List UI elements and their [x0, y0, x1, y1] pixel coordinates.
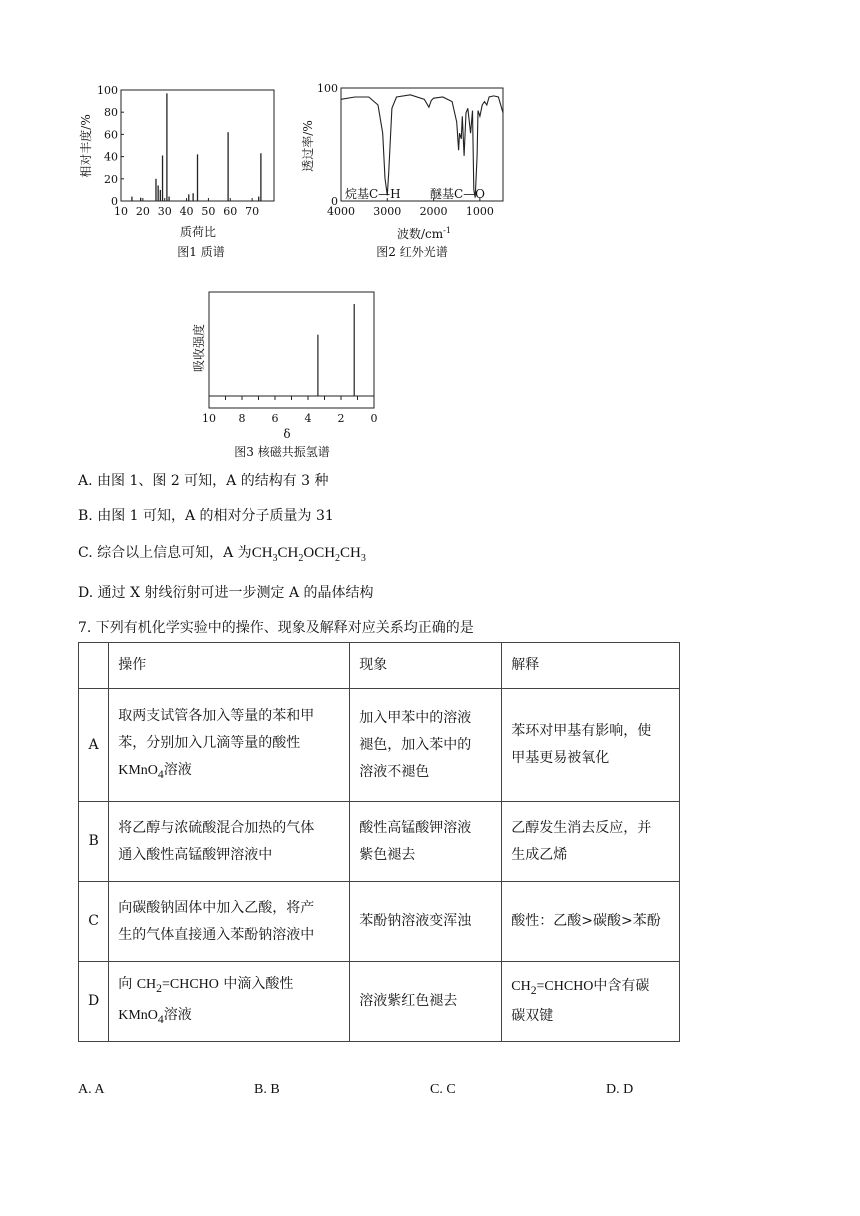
cell-line: 溶液紫红色褪去	[359, 993, 458, 1009]
y-tick-label: 40	[104, 150, 118, 164]
y-tick-label: 0	[331, 195, 338, 208]
annotation-co: 醚基C—O	[430, 187, 486, 201]
cell-text: 中含有碳	[593, 977, 650, 994]
figure-caption: 图2 红外光谱	[376, 245, 448, 259]
xlabel: 质荷比	[179, 225, 217, 239]
cell-explanation	[502, 882, 680, 962]
x-tick-label: 40	[179, 205, 194, 218]
x-tick-label: 2000	[419, 205, 448, 218]
x-tick-label: 30	[157, 205, 172, 218]
x-tick-label: 4000	[327, 205, 355, 218]
x-tick-label: 0	[370, 412, 378, 425]
xlabel	[397, 226, 451, 241]
y-tick-label: 60	[104, 128, 118, 142]
formula-kmno4: KMnO$_4$	[118, 762, 164, 781]
header-blank	[79, 643, 109, 689]
table-row	[79, 962, 680, 1042]
cell-line: 将乙醇与浓硫酸混合加热的气体	[118, 819, 315, 836]
header-phenomenon: 现象	[350, 643, 502, 689]
table-header-row	[79, 643, 680, 689]
x-tick-label: 1000	[465, 205, 494, 218]
y-tick-label: 100	[317, 82, 338, 95]
question-7-title: 7. 下列有机化学实验中的操作、现象及解释对应关系均正确的是	[78, 620, 474, 636]
answer-a: A. A	[78, 1082, 105, 1097]
cell-operation	[109, 962, 350, 1042]
xlabel-superscript: -1	[443, 226, 451, 235]
x-tick-label: 60	[223, 205, 238, 218]
cell-line: 向碳酸钠固体中加入乙酸，将产	[118, 899, 315, 916]
cell-line: 生成乙烯	[511, 846, 568, 863]
cell-line: 紫色褪去	[359, 846, 416, 863]
table-row	[79, 802, 680, 882]
y-tick-label: 0	[111, 195, 118, 208]
cell-line	[118, 971, 340, 1002]
table-row	[79, 689, 680, 802]
cell-line: 酸性高锰酸钾溶液	[359, 819, 472, 836]
cell-phenomenon	[350, 802, 502, 882]
cell-line: 溶液不褪色	[359, 763, 430, 780]
row-label: A	[79, 689, 109, 802]
answer-c: C. C	[430, 1082, 456, 1097]
x-tick-label: 10	[202, 412, 216, 425]
cell-line	[118, 1002, 340, 1033]
cell-line: 酸性：乙酸>碳酸>苯酚	[511, 913, 661, 929]
cell-operation	[109, 689, 350, 802]
mass-spectrum-figure	[76, 80, 276, 266]
table-row	[79, 882, 680, 962]
y-tick-label: 100	[97, 84, 118, 97]
cell-line: 苯环对甲基有影响，使	[511, 723, 652, 739]
figure-caption: 图3 核磁共振氢谱	[234, 445, 330, 459]
ylabel: 相对丰度/%	[79, 114, 93, 178]
cell-text: 溶液	[163, 761, 192, 778]
plot-frame	[209, 292, 374, 408]
formula-acrolein: $CH_2=CHCHO$	[136, 976, 219, 995]
ylabel: 吸收强度	[192, 323, 206, 373]
annotation-ch: 烷基C—H	[345, 187, 401, 201]
cell-phenomenon	[350, 882, 502, 962]
cell-phenomenon	[350, 962, 502, 1042]
x-tick-label: 6	[271, 412, 279, 425]
y-tick-label: 20	[104, 172, 118, 186]
cell-text: 中滴入酸性	[218, 975, 294, 992]
cell-line	[118, 757, 340, 788]
cell-line: 生的气体直接通入苯酚钠溶液中	[118, 926, 315, 943]
answer-d: D. D	[606, 1082, 634, 1097]
cell-line	[511, 973, 670, 1004]
cell-phenomenon	[350, 689, 502, 802]
x-tick-label: 50	[201, 205, 216, 218]
x-tick-label: 2	[337, 412, 345, 425]
row-label: B	[79, 802, 109, 882]
row-label: D	[79, 962, 109, 1042]
mass-spectrum-chart	[97, 84, 274, 218]
cell-text: 向	[118, 975, 137, 992]
experiment-table	[78, 642, 680, 1042]
x-tick-label: 3000	[373, 205, 402, 218]
plot-frame	[341, 88, 503, 201]
formula-acrolein: $CH_2=CHCHO$	[511, 978, 594, 997]
figure-caption: 图1 质谱	[177, 245, 225, 259]
answer-b: B. B	[254, 1082, 280, 1097]
cell-line: 苯，分别加入几滴等量的酸性	[118, 734, 301, 751]
cell-line: 苯酚钠溶液变浑浊	[359, 913, 472, 929]
nmr-spectrum-chart	[202, 292, 378, 425]
x-tick-label: 20	[135, 205, 150, 218]
option-b: B. 由图 1 可知，A 的相对分子质量为 31	[78, 508, 334, 524]
cell-line: 通入酸性高锰酸钾溶液中	[118, 846, 273, 863]
y-tick-label: 80	[104, 106, 118, 120]
option-d: D. 通过 X 射线衍射可进一步测定 A 的晶体结构	[78, 585, 374, 601]
row-label: C	[79, 882, 109, 962]
option-a: A. 由图 1、图 2 可知，A 的结构有 3 种	[78, 473, 329, 489]
cell-line: 加入甲苯中的溶液	[359, 709, 472, 726]
formula-kmno4: KMnO$_4$	[118, 1007, 164, 1026]
x-tick-label: 8	[238, 412, 246, 425]
cell-operation	[109, 802, 350, 882]
cell-text: 溶液	[163, 1006, 192, 1023]
cell-operation	[109, 882, 350, 962]
cell-line: 碳双键	[511, 1008, 554, 1025]
header-explanation: 解释	[502, 643, 680, 689]
ylabel: 透过率/%	[301, 120, 315, 172]
xlabel-text: 波数/cm	[397, 227, 444, 241]
cell-line: 取两支试管各加入等量的苯和甲	[118, 707, 315, 724]
cell-line: 甲基更易被氧化	[511, 750, 610, 766]
cell-explanation	[502, 802, 680, 882]
nmr-spectrum-figure	[186, 286, 386, 466]
cell-explanation	[502, 962, 680, 1042]
xlabel: δ	[283, 427, 291, 441]
x-tick-label: 10	[114, 205, 128, 218]
option-c	[78, 543, 366, 569]
cell-line: 乙醇发生消去反应，并	[511, 819, 652, 836]
cell-line: 褪色，加入苯中的	[359, 736, 472, 753]
header-operation: 操作	[109, 643, 350, 689]
x-tick-label: 4	[304, 412, 312, 425]
x-tick-label: 70	[245, 205, 260, 218]
formula-diethyl-ether: $CH_3CH_2OCH_2CH_3$	[251, 545, 366, 564]
ir-spectrum-figure	[298, 80, 510, 266]
transmittance-line	[341, 95, 503, 198]
option-c-text: C. 综合以上信息可知，A 为	[78, 545, 252, 561]
cell-explanation	[502, 689, 680, 802]
